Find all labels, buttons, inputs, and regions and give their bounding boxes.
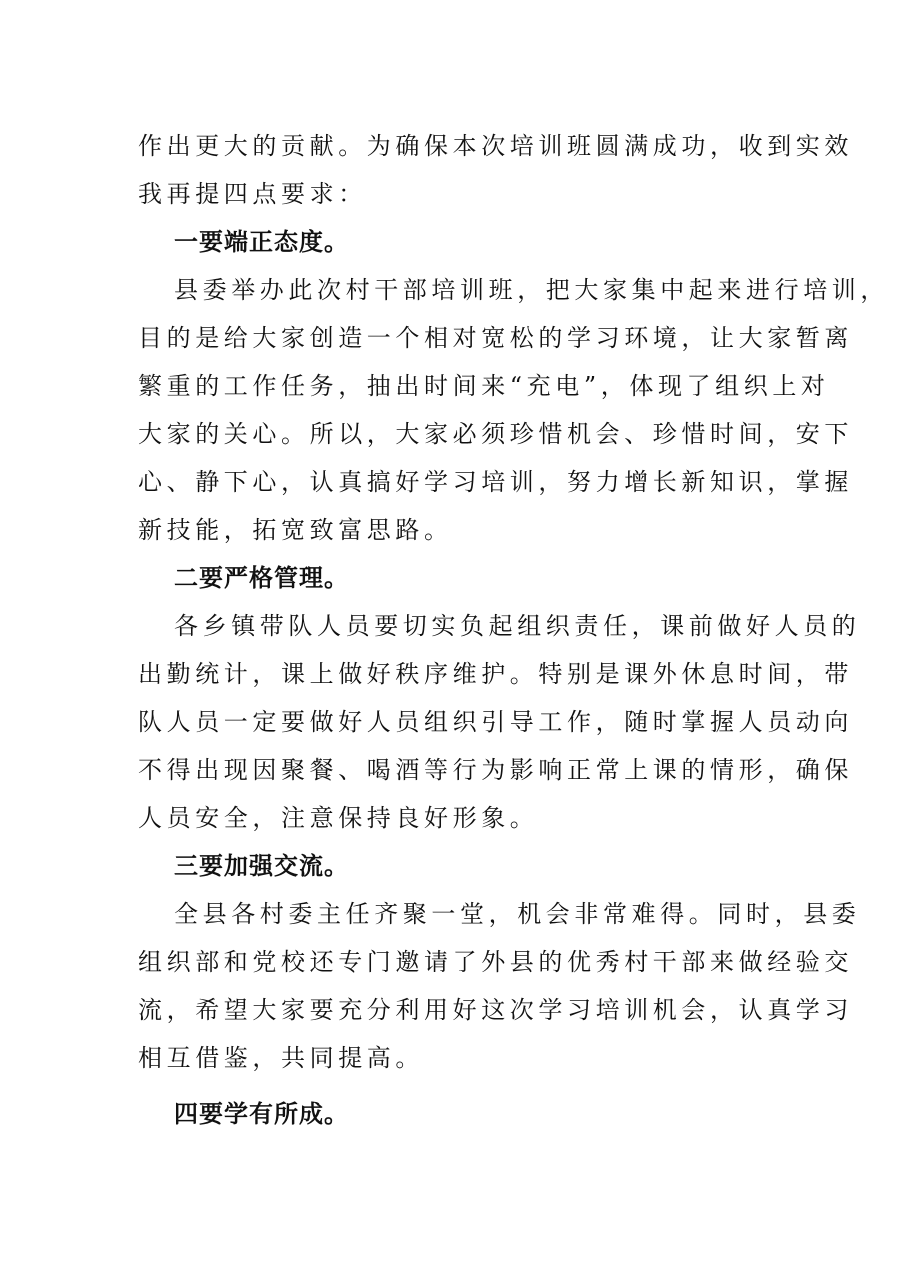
body-line: 大家的关心。所以，大家必须珍惜机会、珍惜时间，安下 xyxy=(138,420,853,448)
body-line: 我再提四点要求： xyxy=(138,180,367,208)
body-line: 新技能，拓宽致富思路。 xyxy=(138,516,453,544)
body-line: 不得出现因聚餐、喝酒等行为影响正常上课的情形，确保 xyxy=(138,756,853,784)
section-heading-2: 二要严格管理。 xyxy=(174,563,349,592)
body-line: 人员安全，注意保持良好形象。 xyxy=(138,804,539,832)
section-heading-1: 一要端正态度。 xyxy=(174,227,349,256)
body-line: 出勤统计，课上做好秩序维护。特别是课外休息时间，带 xyxy=(138,660,853,688)
body-line: 组织部和党校还专门邀请了外县的优秀村干部来做经验交 xyxy=(138,948,853,976)
body-line: 心、静下心，认真搞好学习培训，努力增长新知识，掌握 xyxy=(138,468,853,496)
section-heading-4: 四要学有所成。 xyxy=(174,1099,349,1128)
body-line: 目的是给大家创造一个相对宽松的学习环境，让大家暂离 xyxy=(138,324,853,352)
body-line: 县委举办此次村干部培训班，把大家集中起来进行培训， xyxy=(174,276,889,304)
body-line: 各乡镇带队人员要切实负起组织责任，课前做好人员的 xyxy=(174,612,861,640)
body-line: 繁重的工作任务，抽出时间来“充电”，体现了组织上对 xyxy=(138,372,830,400)
body-line: 流，希望大家要充分利用好这次学习培训机会，认真学习 xyxy=(138,996,853,1024)
body-line: 作出更大的贡献。为确保本次培训班圆满成功，收到实效 xyxy=(138,132,853,160)
section-heading-3: 三要加强交流。 xyxy=(174,851,349,880)
body-line: 队人员一定要做好人员组织引导工作，随时掌握人员动向 xyxy=(138,708,853,736)
body-line: 相互借鉴，共同提高。 xyxy=(138,1044,424,1072)
body-line: 全县各村委主任齐聚一堂，机会非常难得。同时，县委 xyxy=(174,900,861,928)
